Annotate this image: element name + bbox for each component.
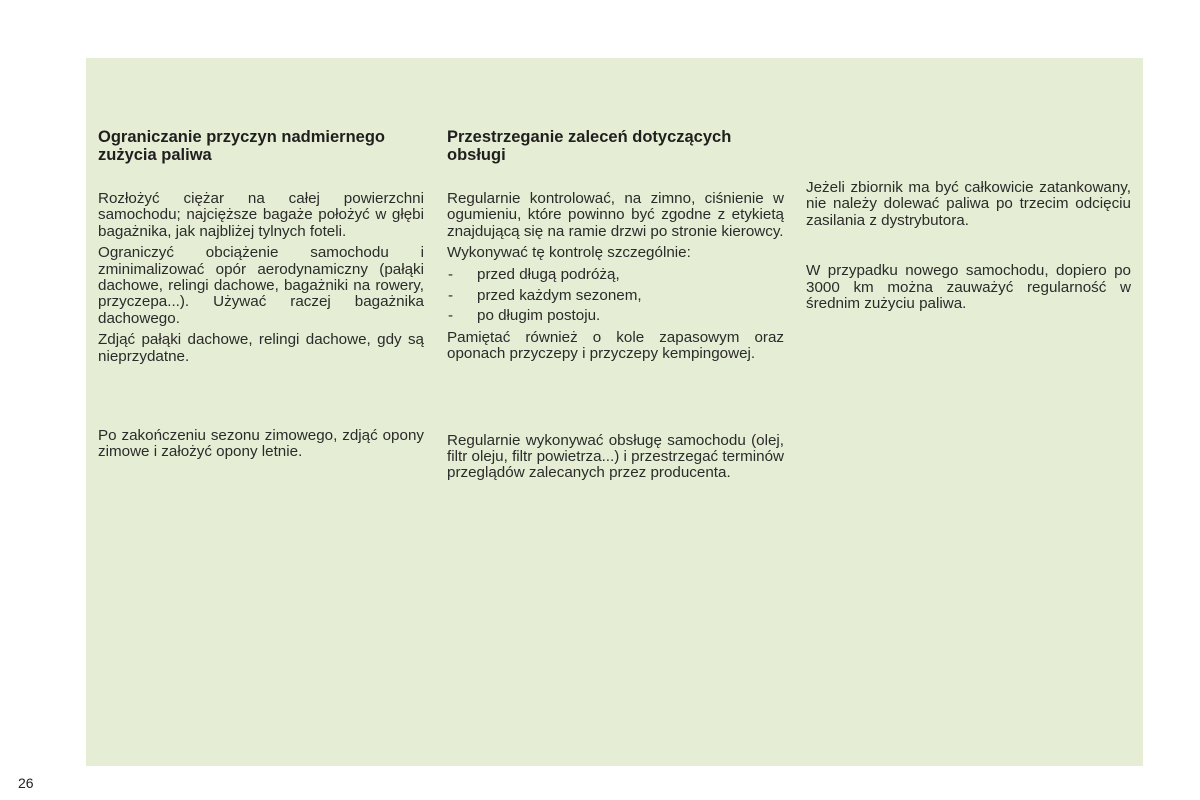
list-item: - przed każdym sezonem, <box>447 288 784 304</box>
check-list <box>447 267 784 325</box>
right-paragraph-1: Jeżeli zbiornik ma być całkowicie zatankowany, nie należy dolewać paliwa po trzecim odcięciu zasilania z dystrybutora. <box>806 179 1131 229</box>
list-item: - przed długą podróżą, <box>447 267 784 283</box>
middle-heading: Przestrzeganie zaleceń dotyczących obsługi <box>447 128 732 164</box>
list-item: - po długim postoju. <box>447 308 784 324</box>
middle-paragraph-4: Regularnie wykonywać obsługę samochodu (olej, filtr oleju, filtr powietrza...) i przestrzegać terminów przeglądów zalecanych przez producenta. <box>447 431 784 482</box>
page-number: 26 <box>18 775 34 791</box>
left-paragraph-2: Ograniczyć obciążenie samochodu i zminimalizować opór aerodynamiczny (pałąki dachowe, relingi dachowe, bagażniki na rowery, przyczepa...). Używać raczej bagażnika dachowego. <box>98 244 424 327</box>
left-paragraph-3: Zdjąć pałąki dachowe, relingi dachowe, gdy są nieprzydatne. <box>98 331 424 365</box>
middle-column <box>447 128 784 487</box>
right-paragraph-2: W przypadku nowego samochodu, dopiero po 3000 km można zauważyć regularność w średnim zużyciu paliwa. <box>806 262 1131 313</box>
spacer <box>447 368 784 433</box>
middle-paragraph-2: Wykonywać tę kontrolę szczególnie: <box>447 244 691 262</box>
left-column <box>98 128 424 466</box>
middle-paragraph-3: Pamiętać również o kole zapasowym oraz oponach przyczepy i przyczepy kempingowej. <box>447 328 784 363</box>
left-heading: Ograniczanie przyczyn nadmiernego zużycia paliwa <box>98 128 385 164</box>
middle-paragraph-1: Regularnie kontrolować, na zimno, ciśnienie w ogumieniu, które powinno być zgodne z etykietą znajdującą się na ramie drzwi po stronie kierowcy. <box>447 190 784 240</box>
left-paragraph-4: Po zakończeniu sezonu zimowego, zdjąć opony zimowe i założyć opony letnie. <box>98 427 424 461</box>
left-paragraph-1: Rozłożyć ciężar na całej powierzchni samochodu; najcięższe bagaże położyć w głębi bagażnika, jak najbliżej tylnych foteli. <box>98 190 424 240</box>
right-column <box>806 180 1131 317</box>
spacer <box>806 234 1131 263</box>
spacer <box>98 370 424 428</box>
